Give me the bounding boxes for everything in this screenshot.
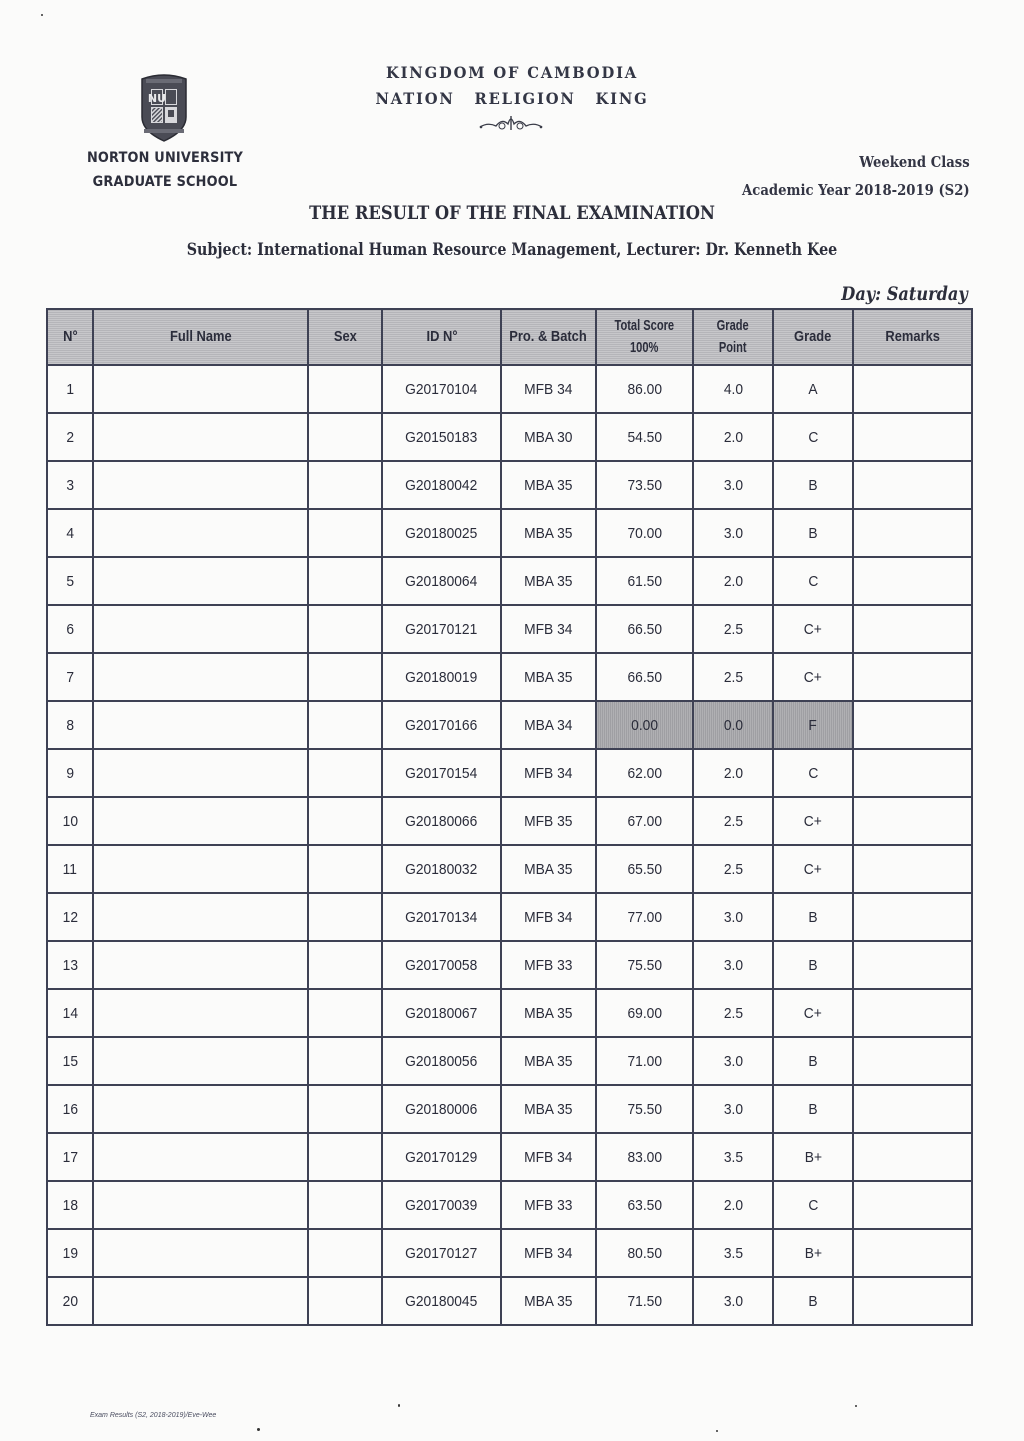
cell-id: G20180042	[382, 461, 501, 509]
cell-total-score: 75.50	[596, 1085, 693, 1133]
scan-speck	[716, 1430, 718, 1432]
cell-total-score: 80.50	[596, 1229, 693, 1277]
cell-grade-point: 2.5	[693, 605, 773, 653]
cell-full-name	[93, 749, 308, 797]
cell-total-score: 67.00	[596, 797, 693, 845]
cell-id: G20180066	[382, 797, 501, 845]
cell-remarks	[853, 1133, 972, 1181]
cell-full-name	[93, 557, 308, 605]
cell-total-score: 63.50	[596, 1181, 693, 1229]
cell-total-score: 75.50	[596, 941, 693, 989]
kingdom-heading	[41, 60, 983, 112]
column-header-full-name: Full Name	[93, 309, 308, 365]
cell-sex	[308, 365, 382, 413]
cell-full-name	[93, 701, 308, 749]
cell-grade: C	[773, 749, 853, 797]
cell-sex	[308, 605, 382, 653]
cell-no: 4	[47, 509, 93, 557]
cell-grade: C+	[773, 989, 853, 1037]
cell-grade-point: 2.0	[693, 749, 773, 797]
cell-remarks	[853, 989, 972, 1037]
cell-total-score: 86.00	[596, 365, 693, 413]
cell-no: 15	[47, 1037, 93, 1085]
cell-full-name	[93, 1085, 308, 1133]
cell-remarks	[853, 1229, 972, 1277]
cell-grade: B+	[773, 1229, 853, 1277]
cell-no: 16	[47, 1085, 93, 1133]
results-table	[46, 308, 973, 1326]
cell-program-batch: MFB 34	[501, 605, 596, 653]
class-info	[742, 148, 970, 204]
cell-grade: B	[773, 1085, 853, 1133]
cell-total-score: 71.00	[596, 1037, 693, 1085]
scan-speck	[855, 1405, 857, 1407]
cell-full-name	[93, 653, 308, 701]
country-name: KINGDOM OF CAMBODIA	[385, 63, 639, 82]
cell-remarks	[853, 653, 972, 701]
cell-grade: B	[773, 893, 853, 941]
cell-remarks	[853, 1277, 972, 1325]
cell-id: G20170121	[382, 605, 501, 653]
cell-no: 20	[47, 1277, 93, 1325]
cell-no: 12	[47, 893, 93, 941]
table-row	[47, 797, 972, 845]
university-name: NORTON UNIVERSITY	[86, 150, 244, 166]
cell-grade-point: 2.5	[693, 845, 773, 893]
cell-remarks	[853, 941, 972, 989]
cell-remarks	[853, 413, 972, 461]
cell-no: 8	[47, 701, 93, 749]
cell-grade-point: 2.0	[693, 557, 773, 605]
cell-grade: F	[773, 701, 853, 749]
class-type: Weekend Class	[859, 153, 970, 171]
cell-no: 10	[47, 797, 93, 845]
cell-program-batch: MFB 33	[501, 1181, 596, 1229]
cell-remarks	[853, 605, 972, 653]
column-header-total-score: Total Score 100%	[596, 309, 693, 365]
cell-grade: B	[773, 461, 853, 509]
cell-id: G20180045	[382, 1277, 501, 1325]
cell-no: 18	[47, 1181, 93, 1229]
cell-grade-point: 2.5	[693, 797, 773, 845]
table-row	[47, 1037, 972, 1085]
cell-program-batch: MFB 35	[501, 797, 596, 845]
results-body	[47, 365, 972, 1325]
cell-grade: A	[773, 365, 853, 413]
column-header-program-batch: Pro. & Batch	[501, 309, 596, 365]
cell-remarks	[853, 1181, 972, 1229]
cell-grade: C+	[773, 797, 853, 845]
table-row	[47, 365, 972, 413]
academic-year: Academic Year 2018-2019 (S2)	[742, 181, 970, 199]
cell-sex	[308, 557, 382, 605]
cell-program-batch: MFB 34	[501, 1133, 596, 1181]
cell-grade-point: 3.0	[693, 509, 773, 557]
cell-no: 7	[47, 653, 93, 701]
column-header-grade: Grade	[773, 309, 853, 365]
cell-id: G20180019	[382, 653, 501, 701]
scan-speck	[257, 1428, 260, 1431]
cell-id: G20170104	[382, 365, 501, 413]
table-row	[47, 605, 972, 653]
cell-sex	[308, 1277, 382, 1325]
table-row	[47, 509, 972, 557]
cell-id: G20180064	[382, 557, 501, 605]
cell-id: G20180006	[382, 1085, 501, 1133]
cell-sex	[308, 461, 382, 509]
cell-grade: C+	[773, 605, 853, 653]
column-header-sex: Sex	[308, 309, 382, 365]
scan-speck	[41, 14, 43, 16]
cell-sex	[308, 893, 382, 941]
cell-total-score: 71.50	[596, 1277, 693, 1325]
cell-grade-point: 2.5	[693, 989, 773, 1037]
university-block	[68, 146, 261, 194]
cell-grade: C	[773, 1181, 853, 1229]
cell-remarks	[853, 749, 972, 797]
cell-full-name	[93, 605, 308, 653]
cell-grade-point: 3.0	[693, 1277, 773, 1325]
cell-grade: C+	[773, 653, 853, 701]
cell-grade: C+	[773, 845, 853, 893]
cell-total-score: 83.00	[596, 1133, 693, 1181]
cell-sex	[308, 941, 382, 989]
cell-id: G20170154	[382, 749, 501, 797]
cell-grade-point: 2.5	[693, 653, 773, 701]
cell-grade-point: 3.0	[693, 893, 773, 941]
cell-program-batch: MFB 34	[501, 893, 596, 941]
cell-no: 9	[47, 749, 93, 797]
cell-sex	[308, 1229, 382, 1277]
cell-sex	[308, 701, 382, 749]
cell-grade: B	[773, 1037, 853, 1085]
cell-full-name	[93, 989, 308, 1037]
cell-total-score: 65.50	[596, 845, 693, 893]
table-row	[47, 1133, 972, 1181]
cell-sex	[308, 653, 382, 701]
cell-grade: B+	[773, 1133, 853, 1181]
cell-program-batch: MFB 33	[501, 941, 596, 989]
subject-line: Subject: International Human Resource Management, Lecturer: Dr. Kenneth Kee	[186, 240, 838, 260]
cell-id: G20170129	[382, 1133, 501, 1181]
school-name: GRADUATE SCHOOL	[92, 174, 238, 190]
cell-sex	[308, 509, 382, 557]
column-header-no: N°	[47, 309, 93, 365]
cell-sex	[308, 989, 382, 1037]
table-row	[47, 1229, 972, 1277]
table-row	[47, 701, 972, 749]
cell-id: G20180067	[382, 989, 501, 1037]
cell-id: G20170127	[382, 1229, 501, 1277]
cell-sex	[308, 797, 382, 845]
cell-remarks	[853, 509, 972, 557]
cell-remarks	[853, 845, 972, 893]
cell-full-name	[93, 413, 308, 461]
cell-program-batch: MBA 35	[501, 1277, 596, 1325]
cell-total-score: 66.50	[596, 653, 693, 701]
cell-id: G20180056	[382, 1037, 501, 1085]
national-motto: NATION RELIGION KING	[375, 89, 649, 108]
cell-full-name	[93, 1277, 308, 1325]
cell-grade: B	[773, 509, 853, 557]
cell-program-batch: MFB 34	[501, 365, 596, 413]
cell-grade-point: 0.0	[693, 701, 773, 749]
column-header-id: ID N°	[382, 309, 501, 365]
cell-full-name	[93, 461, 308, 509]
cell-program-batch: MBA 35	[501, 989, 596, 1037]
cell-full-name	[93, 365, 308, 413]
cell-program-batch: MBA 35	[501, 461, 596, 509]
cell-grade-point: 3.0	[693, 1085, 773, 1133]
cell-grade-point: 2.0	[693, 1181, 773, 1229]
cell-remarks	[853, 893, 972, 941]
cell-grade-point: 3.0	[693, 461, 773, 509]
cell-sex	[308, 1085, 382, 1133]
table-row	[47, 845, 972, 893]
cell-grade: B	[773, 941, 853, 989]
cell-remarks	[853, 557, 972, 605]
cell-total-score: 69.00	[596, 989, 693, 1037]
cell-remarks	[853, 1085, 972, 1133]
cell-full-name	[93, 509, 308, 557]
cell-no: 2	[47, 413, 93, 461]
table-row	[47, 941, 972, 989]
cell-total-score: 61.50	[596, 557, 693, 605]
cell-no: 14	[47, 989, 93, 1037]
cell-grade-point: 3.5	[693, 1229, 773, 1277]
cell-full-name	[93, 1037, 308, 1085]
cell-sex	[308, 1133, 382, 1181]
cell-full-name	[93, 893, 308, 941]
table-row	[47, 1277, 972, 1325]
cell-full-name	[93, 1181, 308, 1229]
cell-no: 5	[47, 557, 93, 605]
cell-id: G20170166	[382, 701, 501, 749]
cell-program-batch: MBA 35	[501, 1085, 596, 1133]
cell-total-score: 77.00	[596, 893, 693, 941]
cell-total-score: 70.00	[596, 509, 693, 557]
exam-day: Day: Saturday	[841, 283, 968, 305]
table-row	[47, 989, 972, 1037]
cell-id: G20170039	[382, 1181, 501, 1229]
cell-grade: C	[773, 557, 853, 605]
table-row	[47, 557, 972, 605]
cell-total-score: 73.50	[596, 461, 693, 509]
cell-program-batch: MBA 35	[501, 1037, 596, 1085]
cell-full-name	[93, 797, 308, 845]
cell-grade-point: 3.0	[693, 1037, 773, 1085]
cell-id: G20150183	[382, 413, 501, 461]
logo-text: NU	[147, 92, 167, 105]
cell-grade: C	[773, 413, 853, 461]
cell-sex	[308, 413, 382, 461]
cell-remarks	[853, 701, 972, 749]
cell-id: G20180032	[382, 845, 501, 893]
cell-grade-point: 3.0	[693, 941, 773, 989]
cell-full-name	[93, 845, 308, 893]
cell-no: 3	[47, 461, 93, 509]
cell-total-score: 0.00	[596, 701, 693, 749]
cell-remarks	[853, 1037, 972, 1085]
cell-sex	[308, 845, 382, 893]
cell-total-score: 66.50	[596, 605, 693, 653]
cell-sex	[308, 1037, 382, 1085]
cell-program-batch: MBA 30	[501, 413, 596, 461]
cell-no: 6	[47, 605, 93, 653]
cell-sex	[308, 749, 382, 797]
table-row	[47, 749, 972, 797]
khmer-ornament-icon	[478, 112, 544, 134]
cell-no: 19	[47, 1229, 93, 1277]
cell-grade-point: 4.0	[693, 365, 773, 413]
cell-program-batch: MFB 34	[501, 749, 596, 797]
cell-program-batch: MBA 35	[501, 557, 596, 605]
table-row	[47, 893, 972, 941]
cell-no: 1	[47, 365, 93, 413]
cell-total-score: 54.50	[596, 413, 693, 461]
column-header-remarks: Remarks	[853, 309, 972, 365]
table-row	[47, 653, 972, 701]
cell-grade-point: 3.5	[693, 1133, 773, 1181]
cell-total-score: 62.00	[596, 749, 693, 797]
cell-program-batch: MBA 35	[501, 653, 596, 701]
cell-grade-point: 2.0	[693, 413, 773, 461]
cell-grade: B	[773, 1277, 853, 1325]
cell-program-batch: MBA 35	[501, 509, 596, 557]
table-row	[47, 461, 972, 509]
table-header-row	[47, 309, 972, 365]
document-title: THE RESULT OF THE FINAL EXAMINATION	[309, 202, 715, 224]
table-row	[47, 413, 972, 461]
cell-program-batch: MBA 35	[501, 845, 596, 893]
cell-full-name	[93, 1229, 308, 1277]
table-row	[47, 1085, 972, 1133]
cell-id: G20170058	[382, 941, 501, 989]
table-row	[47, 1181, 972, 1229]
scan-speck	[398, 1404, 400, 1407]
cell-remarks	[853, 461, 972, 509]
cell-id: G20170134	[382, 893, 501, 941]
cell-no: 11	[47, 845, 93, 893]
cell-no: 17	[47, 1133, 93, 1181]
cell-full-name	[93, 941, 308, 989]
cell-program-batch: MFB 34	[501, 1229, 596, 1277]
footer-reference: Exam Results (S2, 2018-2019)/Eve-Wee	[90, 1412, 217, 1419]
cell-program-batch: MBA 34	[501, 701, 596, 749]
cell-id: G20180025	[382, 509, 501, 557]
cell-full-name	[93, 1133, 308, 1181]
cell-remarks	[853, 797, 972, 845]
cell-sex	[308, 1181, 382, 1229]
cell-remarks	[853, 365, 972, 413]
cell-no: 13	[47, 941, 93, 989]
column-header-grade-point: Grade Point	[693, 309, 773, 365]
